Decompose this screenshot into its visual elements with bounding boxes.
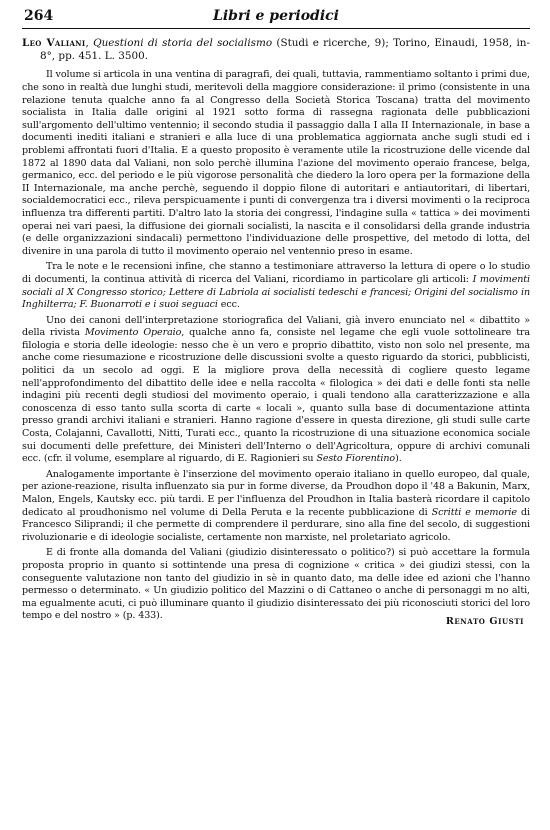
- paragraph-1-text: Il volume si articola in una ventina di paragrafi, dei quali, tuttavia, rammentiamo soltanto i primi due, che sono in realtà due lunghi studi, meritevoli della maggiore considerazione: il primo (consistente in una relazione tenuta qualche anno fa al Congresso della Società Storica Toscana) tratta del movimento socialista in Italia dalle origini al 1921 sotto forma di rassegna ragionata delle pubblicazioni sull'argomento dell'ultimo ventennio; il secondo studia il passaggio dalla I alla II Internazionale, in base a documenti inediti italiani e stranieri e alla luce di una problematica aggiornata anche sugli studi ed i problemi affrontati fuori d'Italia. E a questo proposito è veramente utile la ricostruzione delle vicende dal 1872 al 1890 data dal Valiani, non solo perchè illumina l'azione del movimento operaio francese, belga, germanico, ecc. del periodo e le più vigorose personalità che diedero la loro opera per la formazione della II Internazionale, ma anche perchè, seguendo il doppio filone di autoritari e antiautoritari, di libertari, socialdemocratici ecc., rileva perspicuamente i punti di convergenza tra i diversi movimenti o la reciproca influenza tra differenti partiti. D'altro lato la storia dei congressi, l'indagine sulla « tattica » dei movimenti operai nei vari paesi, la diffusione dei giornali socialisti, la nascita e il consolidarsi della grande industria (e delle organizzazioni sindacali) permettono l'individuazione delle prospettive, del metodo di lotta, del divenire in una parola di tutto il movimento operaio nel ventennio preso in esame.: [22, 69, 530, 257]
- bibliographic-citation: Leo Valiani, Questioni di storia del socialismo (Studi e ricerche, 9); Torino, Einaudi, 1958, in-8°, pp. 451. L. 3500.: [22, 37, 530, 63]
- paragraph-5: [22, 547, 530, 623]
- paragraph-2-tail: ecc.: [217, 299, 240, 311]
- paragraph-3-middle: , qualche anno fa, consiste nel legame che egli vuole sottolineare tra filologia e storia delle ideologie: nesso che è un vero e proprio dibattito, visto non solo nel presente, ma anche come riesumazione e ricostruzione delle discussioni svolte a questo riguardo da storici, pubblicisti, politici da un secolo ad oggi. E la migliore prova della necessità di cogliere questo legame nell'approfondimento del dibattito delle idee e nella raccolta « filologica » dei dati e delle fonti sta nelle indagini più recenti degli studiosi del movimento operaio, i quali tendono alla caratterizzazione e alla conoscenza di esso tanto sulla scorta di carte « locali », quanto sulla base di documentazione attinta presso grandi archivi italiani e stranieri. Hanno ragione d'essere in questa direzione, gli studi sulle carte Costa, Colajanni, Cavallotti, Nitti, Turati ecc., quanto la ricostruzione di una situazione economica sociale sui documenti delle prefetture, dei Ministeri dell'Interno o dell'Agricoltura, oppure di archivi comunali ecc. (cfr. il volume, esemplare al riguardo, di E. Ragionieri su: [22, 327, 530, 465]
- paragraph-2-article-titles: I movimenti sociali al X Congresso storico; Lettere di Labriola ai socialisti tedeschi e francesi; Origini del socialismo in Inghilterra; F. Buonarroti e i suoi seguaci: [22, 273, 530, 311]
- page-number: 264: [24, 8, 54, 24]
- paragraph-5-text: E di fronte alla domanda del Valiani (giudizio disinteressato o politico?) si può accettare la formula proposta proprio in quanto si sottintende una presa di cognizione « critica » dei giudizi stessi, con la conseguente valutazione non tanto del giudizio in sè in quanto dato, ma delle idee ed azioni che l'hanno permesso o determinato. « Un giudizio politico del Mazzini o di Cattaneo o anche di personaggi m no alti, ma egualmente acuti, ci può illuminare quanto il giudizio disinteressato dei più riconosciuti storici del loro tempo e del nostro » (p. 433).: [22, 547, 530, 622]
- page: [22, 8, 530, 627]
- paragraph-3-journal-title: Movimento Operaio: [84, 327, 182, 339]
- paragraph-1: [22, 69, 530, 258]
- paragraph-4: [22, 469, 530, 545]
- paragraph-4-book-title: Scritti e memorie: [431, 506, 517, 518]
- paragraph-2-text: Tra le note e le recensioni infine, che stanno a testimoniare attraverso la lettura di opere o lo studio di documenti, la continua attività di ricerca del Valiani, ricordiamo in particolare gli articoli:: [22, 261, 530, 285]
- section-title: Libri e periodici: [213, 8, 339, 24]
- running-head: [22, 8, 530, 29]
- paragraph-4-text: Analogamente importante è l'inserzione del movimento operaio italiano in quello europeo, dal quale, per azione-reazione, risulta influenzato sia pur in forme diverse, da Proudhon dopo il '48 a Bakunin, Marx, Malon, Engels, Kautsky ecc. più tardi. E per l'influenza del Proudhon in Italia basterà ricordare il capitolo dedicato al proudhonismo nel volume di Della Peruta e la recente pubblicazione di: [22, 468, 530, 518]
- paragraph-2: [22, 261, 530, 311]
- review-body: [22, 69, 530, 623]
- paragraph-3-tail: ).: [395, 453, 402, 465]
- reviewer-signature: Renato Giusti: [445, 615, 524, 627]
- paragraph-4-tail: di Francesco Siliprandi; il che permette di comprendere il perdurare, sino alla fine del secolo, di suggestioni rivoluzionarie e di ideologie socialiste, certamente non marxiste, nel proletariato agricolo.: [22, 506, 530, 543]
- citation-details: (Studi e ricerche, 9); Torino, Einaudi, 1958, in-8°, pp. 451. L. 3500.: [40, 37, 530, 63]
- paragraph-3-text: Uno dei canoni dell'interpretazione storiografica del Valiani, già invero enunciato nel « dibattito » della rivista: [22, 314, 530, 339]
- citation-author: Leo Valiani: [22, 37, 86, 49]
- paragraph-3: [22, 315, 530, 466]
- citation-title: Questioni di storia del socialismo: [93, 37, 273, 49]
- paragraph-3-book-title: Sesto Fiorentino: [316, 453, 396, 465]
